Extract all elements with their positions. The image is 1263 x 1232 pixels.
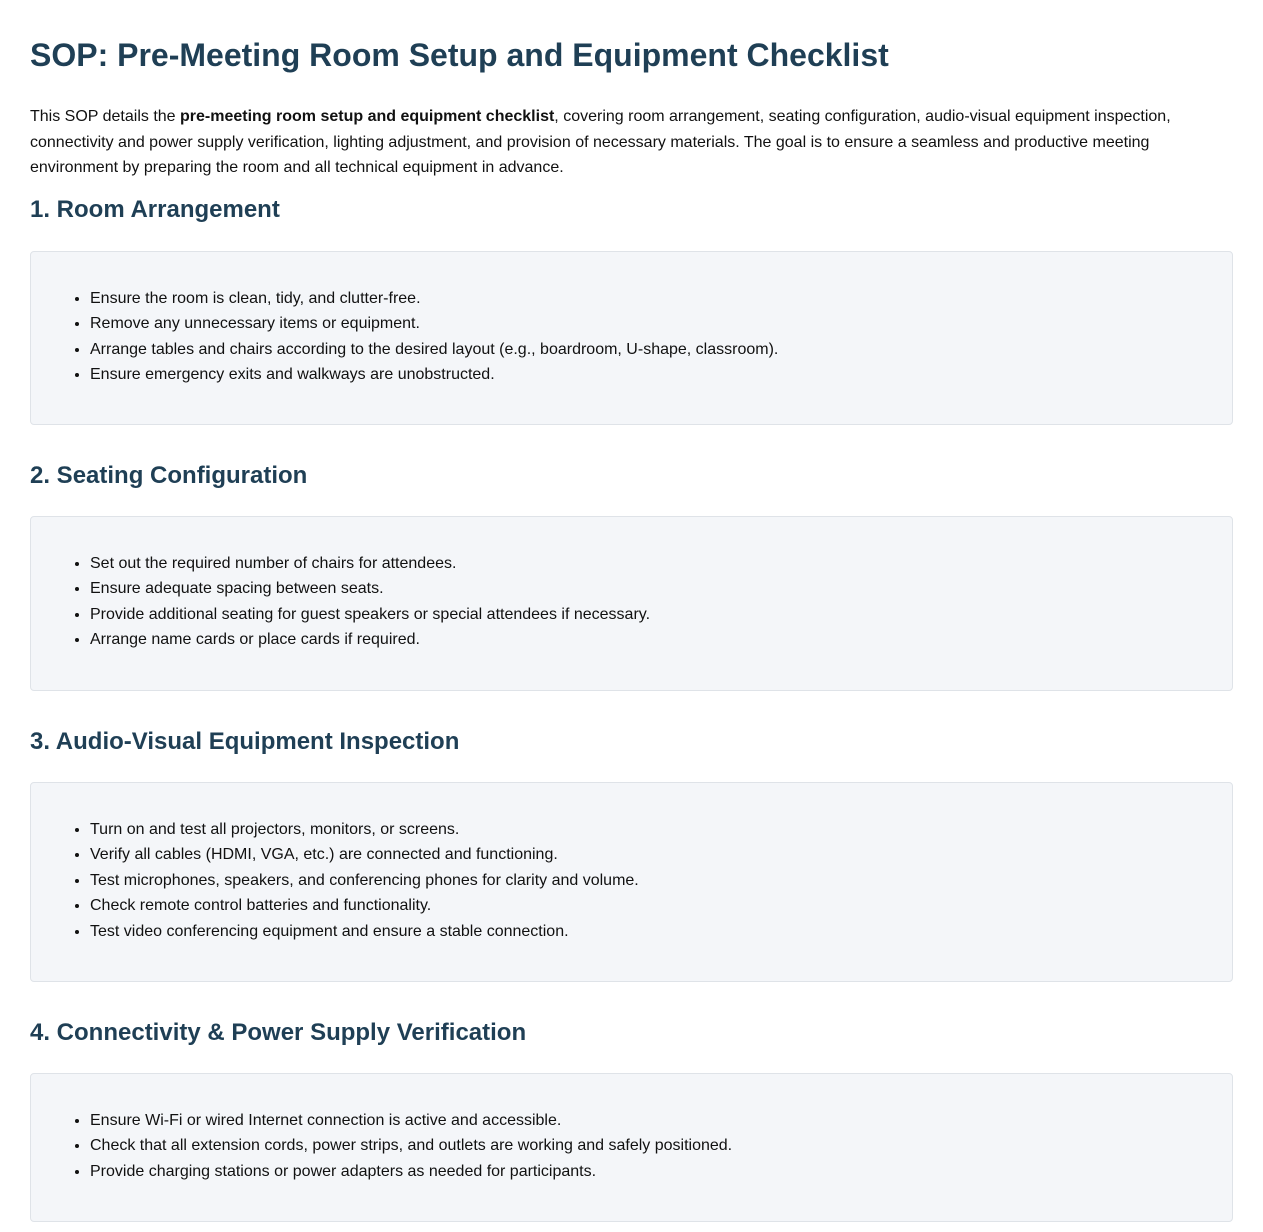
- intro-text-bold: pre-meeting room setup and equipment checklist: [180, 108, 555, 125]
- list-item: • Provide charging stations or power adapters as needed for participants.: [90, 1159, 1232, 1185]
- section-title-av-equipment-inspection: 3. Audio-Visual Equipment Inspection: [30, 727, 460, 755]
- list-item: • Remove any unnecessary items or equipment.: [90, 311, 1232, 337]
- checklist-connectivity-power: [31, 1108, 1232, 1185]
- checklist-av-equipment-inspection: [31, 817, 1232, 945]
- section-card-connectivity-power: [30, 1073, 1233, 1222]
- list-item: • Turn on and test all projectors, monitors, or screens.: [90, 817, 1232, 843]
- page-title: SOP: Pre-Meeting Room Setup and Equipment Checklist: [30, 37, 889, 73]
- section-card-room-arrangement: [30, 251, 1233, 425]
- section-title-connectivity-power: 4. Connectivity & Power Supply Verification: [30, 1018, 527, 1046]
- list-item: • Ensure Wi-Fi or wired Internet connection is active and accessible.: [90, 1108, 1232, 1134]
- list-item: • Check remote control batteries and functionality.: [90, 893, 1232, 919]
- checklist-room-arrangement: [31, 286, 1232, 388]
- list-item: • Provide additional seating for guest speakers or special attendees if necessary.: [90, 602, 1232, 628]
- section-card-seating-configuration: [30, 516, 1233, 691]
- list-item: • Verify all cables (HDMI, VGA, etc.) are connected and functioning.: [90, 842, 1232, 868]
- intro-text-before: This SOP details the: [30, 108, 180, 125]
- list-item: • Ensure adequate spacing between seats.: [90, 576, 1232, 602]
- section-title-room-arrangement: 1. Room Arrangement: [30, 195, 280, 223]
- list-item: • Test microphones, speakers, and conferencing phones for clarity and volume.: [90, 868, 1232, 894]
- section-title-seating-configuration: 2. Seating Configuration: [30, 461, 308, 489]
- section-card-av-equipment-inspection: [30, 782, 1233, 982]
- list-item: • Set out the required number of chairs for attendees.: [90, 551, 1232, 577]
- list-item: • Check that all extension cords, power strips, and outlets are working and safely positioned.: [90, 1133, 1232, 1159]
- list-item: • Arrange tables and chairs according to the desired layout (e.g., boardroom, U-shape, classroom).: [90, 337, 1232, 363]
- intro-text-after: , covering room arrangement, seating configuration, audio-visual equipment inspection, connectivity and power supply verification, lighting adjustment, and provision of necessary materials. The goal is to ensure a seamless and productive meeting environment by preparing the room and all technical equipment in advance.: [30, 108, 1171, 176]
- list-item: • Ensure the room is clean, tidy, and clutter-free.: [90, 286, 1232, 312]
- list-item: • Ensure emergency exits and walkways are unobstructed.: [90, 362, 1232, 388]
- intro-paragraph: [30, 104, 1210, 181]
- checklist-seating-configuration: [31, 551, 1232, 653]
- list-item: • Arrange name cards or place cards if required.: [90, 627, 1232, 653]
- list-item: • Test video conferencing equipment and ensure a stable connection.: [90, 919, 1232, 945]
